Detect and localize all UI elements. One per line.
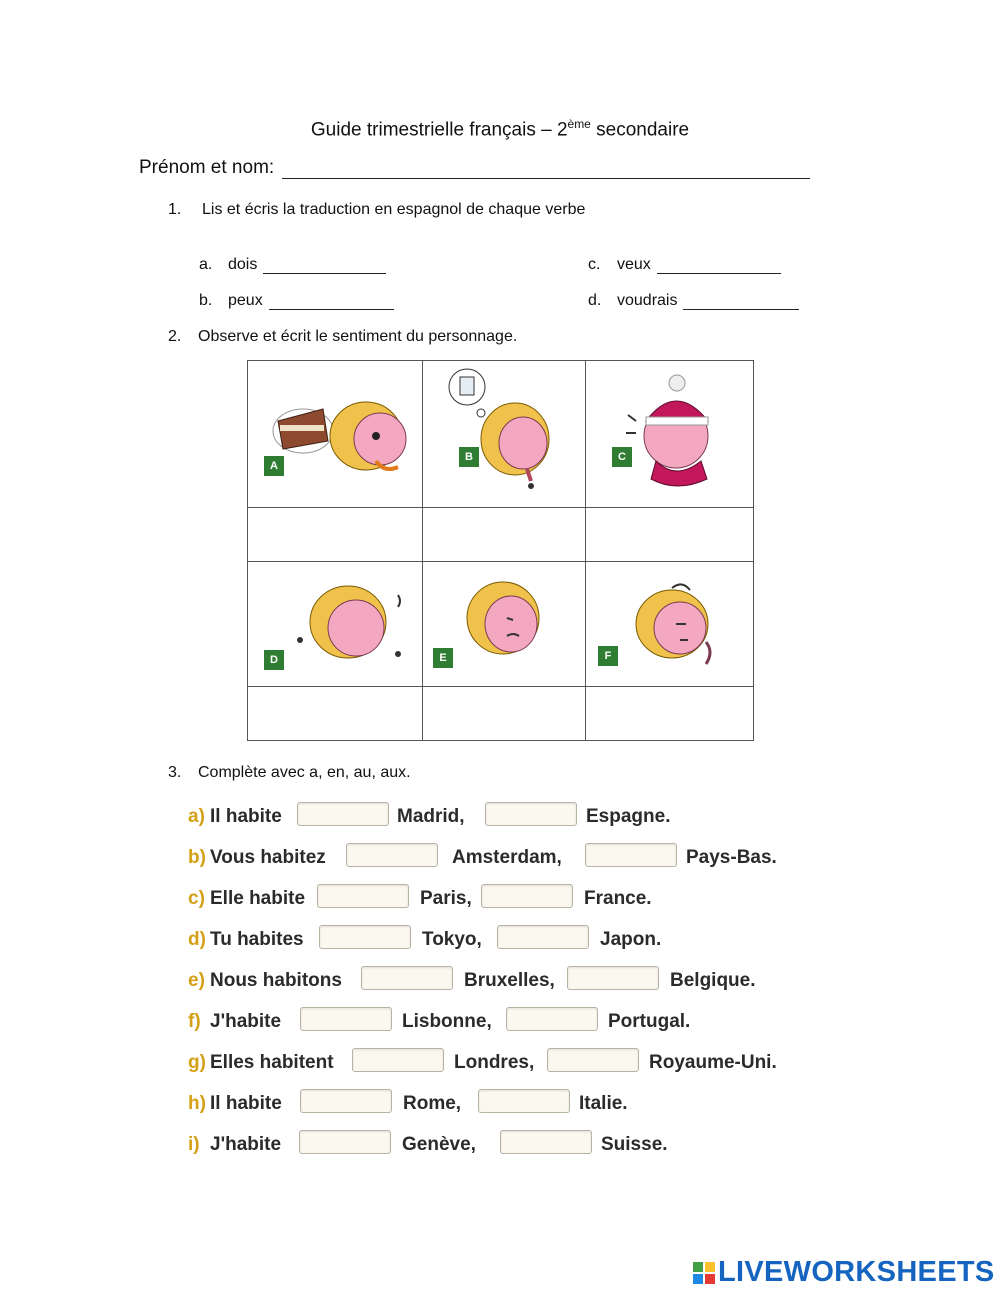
badge-b: B	[459, 447, 479, 467]
exercise-row-d: d) Tu habites Tokyo, Japon.	[188, 925, 304, 955]
answer-box-d1[interactable]	[319, 925, 411, 949]
answer-box-c2[interactable]	[481, 884, 573, 908]
exercise-row-i: i) J'habite Genève, Suisse.	[188, 1130, 281, 1160]
logo-text: LIVEWORKSHEETS	[718, 1256, 995, 1288]
feeling-answer-a[interactable]	[248, 508, 423, 562]
picture-cell-d	[248, 562, 423, 687]
question-1: 1. Lis et écris la traduction en espagnol de chaque verbe	[168, 201, 586, 218]
answer-box-a2[interactable]	[485, 802, 577, 826]
badge-c: C	[612, 447, 632, 467]
picture-cell-b	[423, 361, 586, 508]
logo-mark-icon	[693, 1262, 715, 1284]
verb-item-a: a. dois	[199, 256, 386, 274]
name-field-row	[139, 157, 810, 179]
picture-cell-c	[586, 361, 754, 508]
verb-answer-b[interactable]	[269, 293, 394, 310]
feeling-answer-b[interactable]	[423, 508, 586, 562]
character-craving-cake-icon	[248, 361, 422, 502]
answer-box-e2[interactable]	[567, 966, 659, 990]
badge-e: E	[433, 648, 453, 668]
question-3-prompt: Complète avec a, en, au, aux.	[198, 764, 411, 781]
answer-box-f1[interactable]	[300, 1007, 392, 1031]
answer-box-f2[interactable]	[506, 1007, 598, 1031]
name-input-line[interactable]	[282, 158, 810, 179]
exercise-row-h: h) Il habite Rome, Italie.	[188, 1089, 282, 1119]
verb-answer-a[interactable]	[263, 257, 386, 274]
name-label: Prénom et nom:	[139, 157, 275, 178]
liveworksheets-logo	[693, 1256, 995, 1289]
feeling-answer-e[interactable]	[423, 687, 586, 741]
verb-item-c: c. veux	[588, 256, 781, 274]
exercise-row-c: c) Elle habite Paris, France.	[188, 884, 305, 914]
verb-item-d: d. voudrais	[588, 292, 799, 310]
feeling-answer-c[interactable]	[586, 508, 754, 562]
answer-box-h2[interactable]	[478, 1089, 570, 1113]
feelings-table	[247, 360, 754, 741]
exercise-row-g: g) Elles habitent Londres, Royaume-Uni.	[188, 1048, 334, 1078]
question-2: 2. Observe et écrit le sentiment du personnage.	[168, 328, 518, 345]
answer-box-e1[interactable]	[361, 966, 453, 990]
verb-answer-d[interactable]	[683, 293, 799, 310]
character-thirsty-icon	[423, 361, 585, 502]
verb-answer-c[interactable]	[657, 257, 781, 274]
verb-item-b: b. peux	[199, 292, 394, 310]
question-1-prompt: Lis et écris la traduction en espagnol de chaque verbe	[202, 201, 586, 218]
question-3: 3. Complète avec a, en, au, aux.	[168, 764, 411, 781]
answer-box-d2[interactable]	[497, 925, 589, 949]
feeling-answer-f[interactable]	[586, 687, 754, 741]
character-cold-icon	[586, 361, 753, 502]
exercise-row-b: b) Vous habitez Amsterdam, Pays-Bas.	[188, 843, 326, 873]
exercise-row-a: a) Il habite Madrid, Espagne.	[188, 802, 282, 832]
page-title: Guide trimestrielle français – 2ème secondaire	[310, 117, 690, 141]
answer-box-i2[interactable]	[500, 1130, 592, 1154]
answer-box-b1[interactable]	[346, 843, 438, 867]
badge-f: F	[598, 646, 618, 666]
answer-box-c1[interactable]	[317, 884, 409, 908]
exercise-row-e: e) Nous habitons Bruxelles, Belgique.	[188, 966, 342, 996]
answer-box-g2[interactable]	[547, 1048, 639, 1072]
answer-box-i1[interactable]	[299, 1130, 391, 1154]
question-2-prompt: Observe et écrit le sentiment du personnage.	[198, 328, 518, 345]
picture-cell-f	[586, 562, 754, 687]
badge-a: A	[264, 456, 284, 476]
picture-cell-e	[423, 562, 586, 687]
answer-box-h1[interactable]	[300, 1089, 392, 1113]
badge-d: D	[264, 650, 284, 670]
picture-cell-a	[248, 361, 423, 508]
answer-box-g1[interactable]	[352, 1048, 444, 1072]
answer-box-b2[interactable]	[585, 843, 677, 867]
feeling-answer-d[interactable]	[248, 687, 423, 741]
answer-box-a1[interactable]	[297, 802, 389, 826]
exercise-row-f: f) J'habite Lisbonne, Portugal.	[188, 1007, 281, 1037]
